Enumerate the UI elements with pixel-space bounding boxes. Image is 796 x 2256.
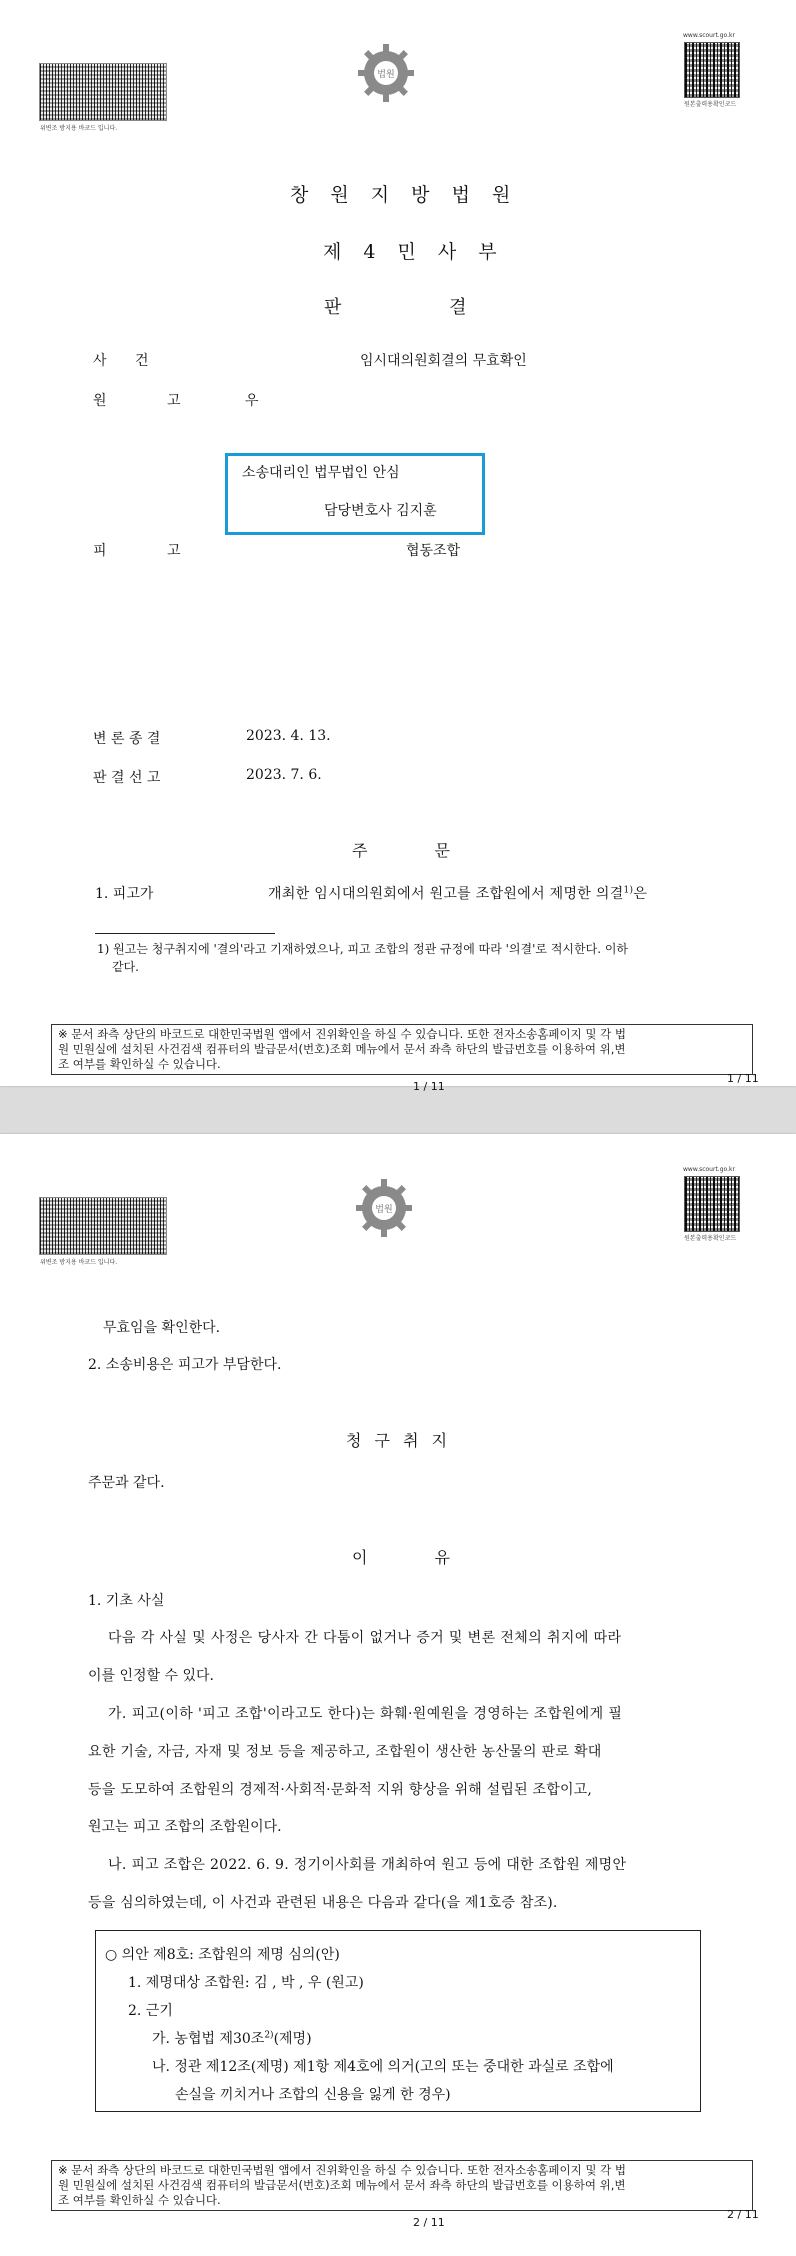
emblem-label: 법원 <box>377 70 395 80</box>
qr-code-icon <box>684 42 740 98</box>
order1-continuation: 무효임을 확인한다. <box>103 1320 221 1336</box>
agenda-line2: 1. 제명대상 조합원: 김 , 박 , 우 (원고) <box>128 1975 364 1991</box>
verification-notice <box>51 1024 753 1075</box>
paragraph-2-line1: 가. 피고(이하 '피고 조합'이라고도 한다)는 화훼·원예원을 경영하는 조합원에게 필 <box>108 1706 623 1722</box>
emblem-label-2: 법원 <box>375 1205 393 1215</box>
agenda-line5: 나. 정관 제12조(제명) 제1항 제4호에 의거(고의 또는 중대한 과실로 조합에 <box>152 2059 614 2075</box>
footnote-1-line1: 1) 원고는 청구취지에 '결의'라고 기재하였으나, 피고 조합의 정관 규정에 따라 '의결'로 적시한다. 이하 <box>97 942 629 956</box>
defendant-value: 협동조합 <box>406 543 461 559</box>
paragraph-3-line1: 나. 피고 조합은 2022. 6. 9. 정기이사회를 개최하여 원고 등에 대한 조합원 제명안 <box>108 1857 627 1873</box>
case-label: 사 건 <box>93 353 149 369</box>
agenda-line4-prefix: 가. 농협법 제30조 <box>152 2031 265 2047</box>
order2: 2. 소송비용은 피고가 부담한다. <box>88 1357 282 1373</box>
order1-body: 개최한 임시대의원회에서 원고를 조합원에서 제명한 의결 <box>268 886 624 902</box>
order1-prefix: 1. 피고가 <box>95 886 154 902</box>
document-type: 판 결 <box>324 297 473 318</box>
claim-heading: 청 구 취 지 <box>346 1431 452 1450</box>
verification-notice-2 <box>51 2160 753 2211</box>
barcode-caption: 위변조 방지용 바코드 입니다. <box>40 125 118 132</box>
closing-label: 변 론 종 결 <box>93 731 161 747</box>
agenda-line4-suffix: (제명) <box>273 2031 312 2047</box>
section-1-heading: 1. 기초 사실 <box>88 1593 165 1609</box>
court-emblem-icon <box>356 40 416 104</box>
qr-url: www.scourt.go.kr <box>683 32 735 39</box>
barcode-caption-2: 위변조 방지용 바코드 입니다. <box>40 1259 118 1266</box>
notice-line2: 원 민원실에 설치된 사건검색 컴퓨터의 발급문서(번호)조회 메뉴에서 문서 좌측 하단의 발급번호를 이용하여 위,변 <box>58 1042 626 1056</box>
agenda-line3: 2. 근기 <box>128 2003 173 2019</box>
closing-date: 2023. 4. 13. <box>246 728 331 744</box>
agenda-line4 <box>152 2028 312 2048</box>
ruling-label: 판 결 선 고 <box>93 770 161 786</box>
court-name: 창 원 지 방 법 원 <box>290 184 519 206</box>
qr-caption: 원본출력용확인코드 <box>684 101 737 108</box>
counsel-line2: 담당변호사 김지훈 <box>324 503 437 519</box>
paragraph-2-line3: 등을 도모하여 조합원의 경제적·사회적·문화적 지위 향상을 위해 설립된 조합이고, <box>88 1782 593 1798</box>
footnote-rule <box>95 933 275 934</box>
document-page-1 <box>0 0 796 1093</box>
notice-line1: ※ 문서 좌측 상단의 바코드로 대한민국법원 앱에서 진위확인을 하실 수 있습니다. 또한 전자소송홈페이지 및 각 법 <box>58 1027 627 1041</box>
footnote-ref-1: 1) <box>623 885 634 896</box>
paragraph-1-line1: 다음 각 사실 및 사정은 당사자 간 다툼이 없거나 증거 및 변론 전체의 취지에 따라 <box>108 1630 622 1646</box>
reason-heading: 이 유 <box>352 1548 456 1567</box>
order1-suffix: 은 <box>633 886 648 902</box>
footnote-ref-2: 2) <box>264 2030 274 2041</box>
case-value: 임시대의원회결의 무효확인 <box>360 353 527 369</box>
notice2-line2: 원 민원실에 설치된 사건검색 컴퓨터의 발급문서(번호)조회 메뉴에서 문서 좌측 하단의 발급번호를 이용하여 위,변 <box>58 2178 626 2192</box>
division-name: 제 4 민 사 부 <box>323 241 505 263</box>
counsel-line1: 소송대리인 법무법인 안심 <box>242 465 400 481</box>
paragraph-2-line4: 원고는 피고 조합의 조합원이다. <box>88 1819 282 1835</box>
paragraph-2-line2: 요한 기술, 자금, 자재 및 정보 등을 제공하고, 조합원이 생산한 농산물의 판로 확대 <box>88 1744 602 1760</box>
claim-text: 주문과 같다. <box>88 1475 165 1491</box>
court-emblem-icon <box>354 1175 414 1239</box>
notice2-line1: ※ 문서 좌측 상단의 바코드로 대한민국법원 앱에서 진위확인을 하실 수 있습니다. 또한 전자소송홈페이지 및 각 법 <box>58 2163 627 2177</box>
paragraph-3-line2: 등을 심의하였는데, 이 사건과 관련된 내용은 다음과 같다(을 제1호증 참조). <box>88 1895 558 1911</box>
order1-text <box>268 883 647 903</box>
barcode-icon <box>39 63 167 121</box>
notice-line3: 조 여부를 확인하실 수 있습니다. <box>58 1057 221 1071</box>
qr-caption-2: 원본출력용확인코드 <box>684 1235 737 1242</box>
order-heading: 주 문 <box>352 841 456 860</box>
agenda-line1: ○ 의안 제8호: 조합원의 제명 심의(안) <box>105 1947 340 1963</box>
page-number-center-2: 2 / 11 <box>413 2216 445 2229</box>
footnote-1-line2: 같다. <box>112 960 139 974</box>
defendant-label: 피 고 <box>93 543 181 559</box>
plaintiff-value: 우 <box>245 393 259 409</box>
ruling-date: 2023. 7. 6. <box>246 767 322 783</box>
page-number-right: 1 / 11 <box>727 1072 759 1085</box>
barcode-icon <box>39 1197 167 1255</box>
qr-code-icon <box>684 1176 740 1232</box>
paragraph-1-line2: 이를 인정할 수 있다. <box>88 1668 214 1684</box>
notice2-line3: 조 여부를 확인하실 수 있습니다. <box>58 2193 221 2207</box>
qr-url-2: www.scourt.go.kr <box>683 1166 735 1173</box>
page-number-right-2: 2 / 11 <box>727 2208 759 2221</box>
plaintiff-label: 원 고 <box>93 393 181 409</box>
agenda-line6: 손실을 끼치거나 조합의 신용을 잃게 한 경우) <box>175 2087 451 2103</box>
page-number-center: 1 / 11 <box>413 1080 445 1093</box>
